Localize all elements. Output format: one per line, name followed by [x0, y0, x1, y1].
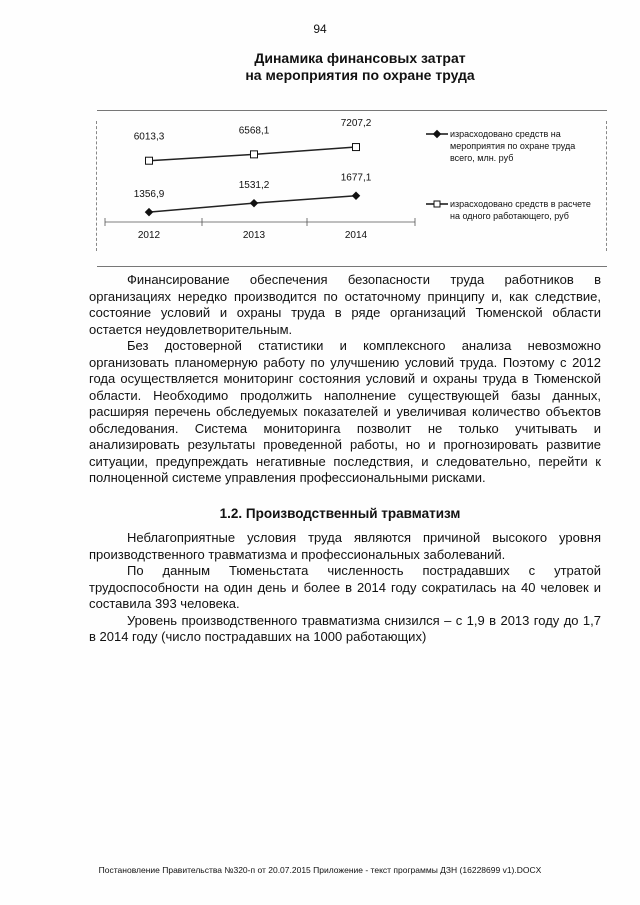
paragraph: Без достоверной статистики и комплексного анализа невозможно организовать планомерную работу по улучшению условий труда. Поэтому с 2012 года осуществляется мониторинг состояния условий и охраны труда в Тюменской области. Необходимо продолжить наполнение существующей базы данных, расширяя перечень обследуемых показателей и увеличивая количество объектов обследования. Система мониторинга позволит не только учитывать и анализировать результаты проведенной работы, но и прогнозировать развитие ситуации, предупреждать негативные последствия, и следовательно, перейти к полноценной системе управления профессиональными рисками.	[89, 338, 601, 485]
paragraph: Финансирование обеспечения безопасности труда работников в организациях нередко производится по остаточному принципу и, как следствие, состояние условий и охраны труда в ряде организаций Тюменской области остается неудовлетворительным.	[89, 272, 601, 337]
page-number: 94	[313, 22, 327, 36]
data-point-square	[251, 151, 258, 158]
x-tick-label: 2012	[137, 230, 161, 241]
data-point-diamond	[145, 208, 153, 216]
data-label: 1356,9	[133, 189, 165, 201]
x-tick-label: 2014	[344, 230, 368, 241]
data-label: 6013,3	[133, 131, 165, 143]
legend-item-per-worker	[428, 198, 598, 222]
data-point-diamond	[250, 199, 258, 207]
chart-title-line-2: на мероприятия по охране труда	[245, 67, 475, 83]
paragraph: По данным Тюменьстата численность пострадавших с утратой трудоспособности на один день и более в 2014 году сократилась на 40 человек и составила 393 человека.	[89, 563, 601, 611]
chart-title-line-1: Динамика финансовых затрат	[254, 50, 466, 66]
legend-square-marker-icon	[426, 198, 454, 210]
line-chart	[97, 110, 427, 265]
footer: Постановление Правительства №320-п от 20.07.2015 Приложение - текст программы ДЗН (16228699 v1).DOCX	[98, 865, 542, 875]
chart-title	[0, 50, 640, 84]
legend-item-total	[428, 128, 598, 164]
data-point-diamond	[352, 191, 360, 199]
data-point-square	[146, 157, 153, 164]
paragraph: Неблагоприятные условия труда являются причиной высокого уровня производственного травматизма и профессиональных заболеваний.	[89, 530, 601, 562]
legend-label-per-worker: израсходовано средств в расчете на одного работающего, руб	[450, 199, 591, 221]
text-block-2	[89, 530, 601, 646]
paragraph: Уровень производственного травматизма снизился – с 1,9 в 2013 году до 1,7 в 2014 году (число пострадавших на 1000 работающих)	[89, 612, 601, 644]
text-block-1	[89, 272, 601, 487]
data-label: 6568,1	[238, 125, 270, 137]
x-tick-label: 2013	[242, 230, 266, 241]
data-label: 7207,2	[340, 118, 372, 130]
legend-label-total: израсходовано средств на мероприятия по охране труда всего, млн. руб	[450, 129, 576, 163]
legend-diamond-marker-icon	[426, 128, 454, 140]
chart-right-border	[606, 121, 608, 251]
data-point-square	[353, 144, 360, 151]
data-label: 1531,2	[238, 180, 270, 192]
data-label: 1677,1	[340, 172, 372, 184]
section-title: 1.2. Производственный травматизм	[219, 506, 461, 521]
